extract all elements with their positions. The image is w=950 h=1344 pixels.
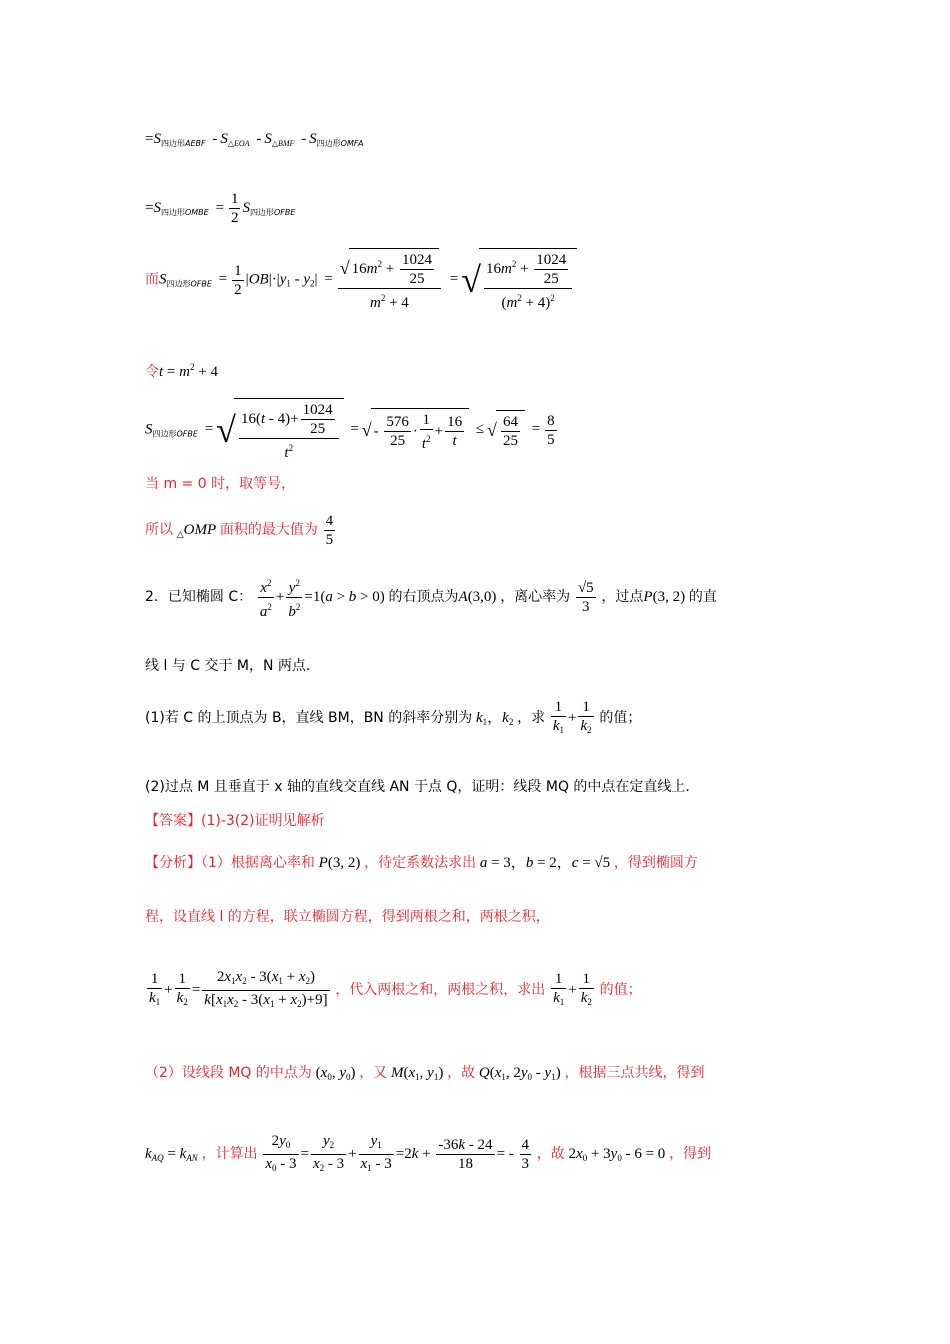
- last-b: ，故: [536, 1145, 565, 1162]
- equation-line-3: 而$S_{四边形OFBE}$ = $\frac{1}{2}$ $|OB|\cdot|y_1 - y_2|$ = √ $16m^2$ + $\frac{1024}{25}$ $m^2 + 4$ =√ $16m^2$ + $\frac{1024}{25}$ $(m^2 + 4)^2$: [145, 248, 577, 312]
- line3-prefix: 而: [145, 271, 159, 288]
- equation-line-5: $S_{四边形OFBE}$ =√ 16(t - 4)+ $\frac{1024}{25}$ $t^2$ = √ - $\frac{576}{25}$ · $\frac{1}{t^2}$ + $\frac{16}{t}$ ≤ √ $\frac{64}{25}$ = $\frac{8}{5}$: [145, 398, 559, 462]
- equation-line-2: $=S_{四边形OMBE}$ = $\frac{1}{2}$ $S_{四边形OFBE}$: [145, 191, 296, 226]
- p2-text4: 的直: [688, 588, 717, 605]
- question-2: (2)过点 M 且垂直于 x 轴的直线交直线 AN 于点 Q，证明：线段 MQ 的中点在定直线上．: [145, 779, 700, 795]
- conclusion-prefix: 所以: [145, 521, 173, 538]
- equation-line-4: 令$t = m^2 + 4$: [145, 362, 218, 380]
- analysis-line3-text: ，代入两根之和，两根之积，求出: [335, 981, 546, 998]
- equality-condition: 当 m = 0 时，取等号，: [145, 476, 296, 492]
- analysis-line-4: （2）设线段 MQ 的中点为 ($x_0$, $y_0$) ，又 $M(x_1$, $y_1$) ，故 $Q(x_1$, $2y_0 - y_1$) ，根据三点共线，得到: [145, 1065, 705, 1082]
- q1-text-a: (1)若 C 的上顶点为 B，直线 BM，BN 的斜率分别为: [145, 709, 473, 726]
- analysis-c: ，得到椭圆方: [613, 855, 698, 871]
- analysis-line-5: $k_{AQ} = k_{AN}$ ，计算出 $\frac{2y_0}{x_0 - 3}$ = $\frac{y_2}{x_2 - 3}$ + $\frac{y_1}{x_1 - 3}$ =2k + $\frac{-36k - 24}{18}$ = - $\frac{4}{3}$ ，故 $2x_0 + 3y_0 - 6 = 0$ ，得到: [145, 1133, 712, 1173]
- last-a: ，计算出: [201, 1145, 258, 1162]
- part2-b: ，又: [359, 1065, 388, 1081]
- line4-prefix: 令: [145, 364, 159, 380]
- q1-text-c: 的值；: [599, 709, 642, 726]
- p2-text2: ，离心率为: [500, 588, 571, 605]
- question-1: (1)若 C 的上顶点为 B，直线 BM，BN 的斜率分别为 $k_1$，$k_2$ ，求 $\frac{1}{k_1}$ + $\frac{1}{k_2}$ 的值；: [145, 699, 642, 735]
- equation-line-1: $=S_{四边形AEBF} - S_{\triangle EOA} - S_{\triangle BMF} - S_{四边形OMFA}$: [145, 131, 364, 148]
- answer-line: 【答案】(1)-3(2)证明见解析: [145, 813, 325, 829]
- analysis-line-1: 【分析】（1）根据离心率和 P(3, 2) ，待定系数法求出 a = 3，b = 2，c = √5 ，得到椭圆方: [145, 855, 698, 871]
- part2-a: （2）设线段 MQ 的中点为: [145, 1065, 312, 1081]
- analysis-line-3: $\frac{1}{k_1}$ + $\frac{1}{k_2}$ = $\frac{2x_1x_2 - 3(x_1 + x_2)}{k[x_1x_2 - 3(x_1 + x_2)+9]}$ ，代入两根之和，两根之积，求出 $\frac{1}{k_1}$ + $\frac{1}{k_2}$ 的值；: [149, 969, 642, 1009]
- analysis-b: ，待定系数法求出: [364, 855, 477, 871]
- analysis-line3-end: 的值；: [599, 981, 642, 998]
- analysis-a: 【分析】（1）根据离心率和: [145, 855, 315, 871]
- q1-text-b: ，求: [517, 709, 546, 726]
- problem-2-line-1: 2．已知椭圆 C： $\frac{x^2}{a^2}$ + $\frac{y^2}{b^2}$ =1(a > b > 0) 的右顶点为A(3,0) ，离心率为 $\frac{√5}{3}$ ，过点P(3, 2) 的直: [145, 574, 717, 621]
- last-c: ，得到: [669, 1145, 712, 1162]
- conclusion-mid: 面积的最大值为: [219, 521, 318, 538]
- part2-d: ，根据三点共线，得到: [564, 1065, 705, 1081]
- problem-2-line-2: 线 l 与 C 交于 M，N 两点．: [145, 658, 320, 674]
- p2-text1: 的右顶点为: [388, 588, 459, 605]
- p2-text3: ，过点: [601, 588, 644, 605]
- conclusion-line: 所以 $_\triangle$OMP 面积的最大值为 $\frac{4}{5}$: [145, 513, 334, 548]
- analysis-line-2: 程，设直线 l 的方程，联立椭圆方程，得到两根之和，两根之积，: [145, 909, 550, 925]
- part2-c: ，故: [447, 1065, 476, 1081]
- p2-intro: 2．已知椭圆 C：: [145, 588, 253, 605]
